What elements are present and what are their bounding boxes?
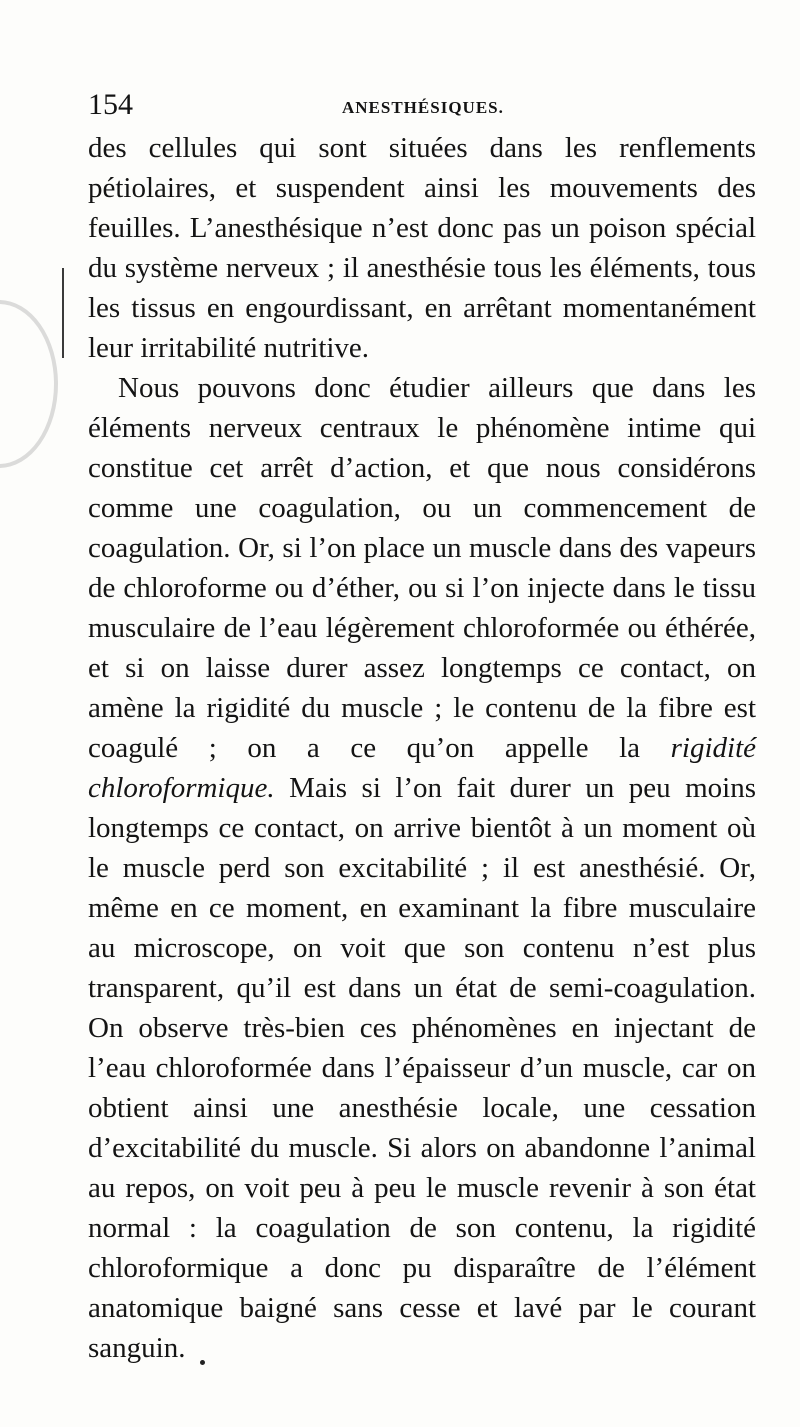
paragraph-2-part-b: Mais si l’on fait durer un peu moins longtemps ce contact, on arrive bientôt à un moment où le muscle perd son excitabilité ; il est anesthésié. Or, même en ce moment, en examinant la fibre musculaire au microscope, on voit que son contenu n’est plus transparent, qu’il est dans un état de semi-coagulation. On observe très-bien ces phénomènes en injectant de l’eau chloroformée dans l’épaisseur d’un muscle, car on obtient ainsi une anesthésie locale, une cessation d’excitabilité du muscle. Si alors on abandonne l’animal au repos, on voit peu à peu le muscle revenir à son état normal : la coagulation de son contenu, la rigidité chloroformique a donc pu disparaître de l’élément anatomique baigné sans cesse et lavé par le courant sanguin. xyxy=(88,772,756,1364)
paragraph-1: des cellules qui sont situées dans les renflements pétiolaires, et suspendent ainsi les mouvements des feuilles. L’anesthésique n’est donc pas un poison spécial du système nerveux ; il anesthésie tous les éléments, tous les tissus en engourdissant, en arrêtant momentanément leur irritabilité nutritive. xyxy=(88,132,756,364)
body-text xyxy=(88,128,756,1368)
running-head: ANESTHÉSIQUES. xyxy=(342,98,504,117)
paragraph-2-part-a: Nous pouvons donc étudier ailleurs que dans les éléments nerveux centraux le phénomène intime qui constitue cet arrêt d’action, et que nous considérons comme une coagulation, ou un commencement de coagulation. Or, si l’on place un muscle dans des vapeurs de chloroforme ou d’éther, ou si l’on injecte dans le tissu musculaire de l’eau légèrement chloroformée ou éthérée, et si on laisse durer assez longtemps ce contact, on amène la rigidité du muscle ; le contenu de la fibre est coagulé ; on a ce qu’on appelle la xyxy=(88,372,756,764)
paragraph-2 xyxy=(88,368,756,1368)
italic-term: rigidité chloroformique. xyxy=(88,732,756,804)
ink-dot xyxy=(200,1360,205,1365)
margin-pencil-mark xyxy=(62,268,64,358)
page-header xyxy=(88,88,768,128)
page-number: 154 xyxy=(88,88,133,121)
library-stamp-bleed xyxy=(0,300,58,468)
